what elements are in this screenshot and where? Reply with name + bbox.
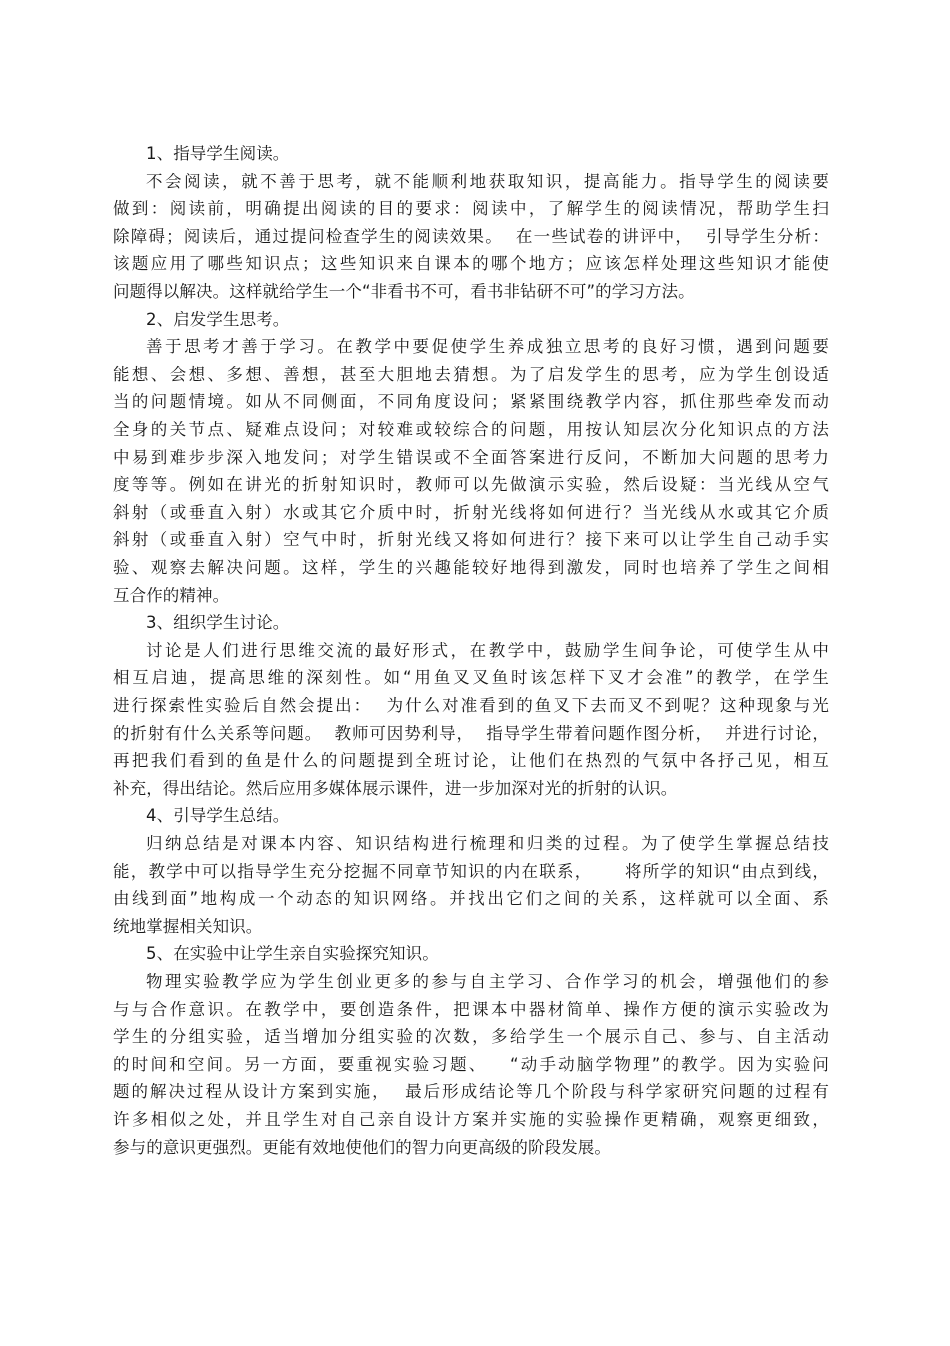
- paragraph-line: 相互启迪，提高思维的深刻性。如“用鱼叉叉鱼时该怎样下叉才会准”的教学，在学生: [113, 668, 832, 688]
- paragraph-line: 斜射（或垂直入射）空气中时，折射光线又将如何进行？接下来可以让学生自己动手实: [113, 530, 832, 550]
- paragraph-line: 善于思考才善于学习。在教学中要促使学生养成独立思考的良好习惯，遇到问题要: [146, 337, 832, 357]
- paragraph-line: 除障碍；阅读后，通过提问检查学生的阅读效果。 在一些试卷的讲评中， 引导学生分析：: [113, 226, 831, 246]
- paragraph-line: 题的解决过程从设计方案到实施， 最后形成结论等几个阶段与科学家研究问题的过程有: [113, 1082, 831, 1102]
- paragraph-line: 中易到难步步深入地发问；对学生错误或不全面答案进行反问，不断加大问题的思考力: [113, 447, 832, 467]
- paragraph-line: 能想、会想、多想、善想，甚至大胆地去猜想。为了启发学生的思考，应为学生创设适: [113, 364, 832, 384]
- paragraph-line: 该题应用了哪些知识点；这些知识来自课本的哪个地方；应该怎样处理这些知识才能使: [113, 254, 832, 274]
- paragraph-line: 做到：阅读前，明确提出阅读的目的要求：阅读中，了解学生的阅读情况，帮助学生扫: [113, 199, 832, 219]
- paragraph-line: 的折射有什么关系等问题。 教师可因势利导， 指导学生带着问题作图分析， 并进行讨论，: [113, 723, 830, 743]
- paragraph-line: 能，教学中可以指导学生充分挖掘不同章节知识的内在联系， 将所学的知识“由点到线，: [113, 861, 831, 881]
- paragraph-line: 再把我们看到的鱼是什么的问题提到全班讨论，让他们在热烈的气氛中各抒己见，相互: [113, 751, 832, 771]
- paragraph-line: 验、观察去解决问题。这样，学生的兴趣能较好地得到激发，同时也培养了学生之间相: [113, 558, 832, 577]
- paragraph-line: 的时间和空间。另一方面，要重视实验习题、 “动手动脑学物理”的教学。因为实验问: [113, 1054, 832, 1074]
- paragraph-line: 许多相似之处，并且学生对自己亲自设计方案并实施的实验操作更精确，观察更细致，: [113, 1110, 832, 1129]
- paragraph-line: 度等等。例如在讲光的折射知识时，教师可以先做演示实验，然后设疑：当光线从空气: [113, 475, 832, 495]
- section-heading: 3、组织学生讨论。: [146, 613, 290, 633]
- section-heading: 1、指导学生阅读。: [146, 144, 290, 163]
- paragraph-line: 参与的意识更强烈。更能有效地使他们的智力向更高级的阶段发展。: [113, 1137, 611, 1157]
- paragraph-line: 物理实验教学应为学生创业更多的参与自主学习、合作学习的机会，增强他们的参: [146, 972, 832, 991]
- paragraph-line: 学生的分组实验，适当增加分组实验的次数，多给学生一个展示自己、参与、自主活动: [113, 1027, 832, 1047]
- paragraph-line: 不会阅读，就不善于思考，就不能顺利地获取知识，提高能力。指导学生的阅读要: [146, 171, 832, 191]
- section-heading: 5、在实验中让学生亲自实验探究知识。: [146, 944, 439, 964]
- paragraph-line: 全身的关节点、疑难点设问；对较难或较综合的问题，用按认知层次分化知识点的方法: [113, 420, 832, 439]
- paragraph-line: 归纳总结是对课本内容、知识结构进行梳理和归类的过程。为了使学生掌握总结技: [146, 834, 832, 853]
- paragraph-line: 由线到面”地构成一个动态的知识网络。并找出它们之间的关系，这样就可以全面、系: [113, 889, 832, 909]
- section-heading: 4、引导学生总结。: [146, 806, 290, 826]
- paragraph-line: 斜射（或垂直入射）水或其它介质中时，折射光线将如何进行？当光线从水或其它介质: [113, 502, 832, 522]
- paragraph-line: 补充，得出结论。然后应用多媒体展示课件，进一步加深对光的折射的认识。: [113, 778, 678, 798]
- paragraph-line: 互合作的精神。: [113, 585, 230, 605]
- paragraph-line: 问题得以解决。这样就给学生一个“非看书不可，看书非钻研不可”的学习方法。: [113, 282, 695, 301]
- section-heading: 2、启发学生思考。: [146, 309, 290, 329]
- paragraph-line: 当的问题情境。如从不同侧面，不同角度设问；紧紧围绕教学内容，抓住那些牵发而动: [113, 392, 832, 412]
- paragraph-line: 进行探索性实验后自然会提出： 为什么对准看到的鱼叉下去而叉不到呢？这种现象与光: [113, 696, 831, 715]
- paragraph-line: 与与合作意识。在教学中，要创造条件，把课本中器材简单、操作方便的演示实验改为: [113, 999, 832, 1019]
- paragraph-line: 讨论是人们进行思维交流的最好形式，在教学中，鼓励学生间争论，可使学生从中: [146, 640, 832, 660]
- paragraph-line: 统地掌握相关知识。: [113, 916, 263, 936]
